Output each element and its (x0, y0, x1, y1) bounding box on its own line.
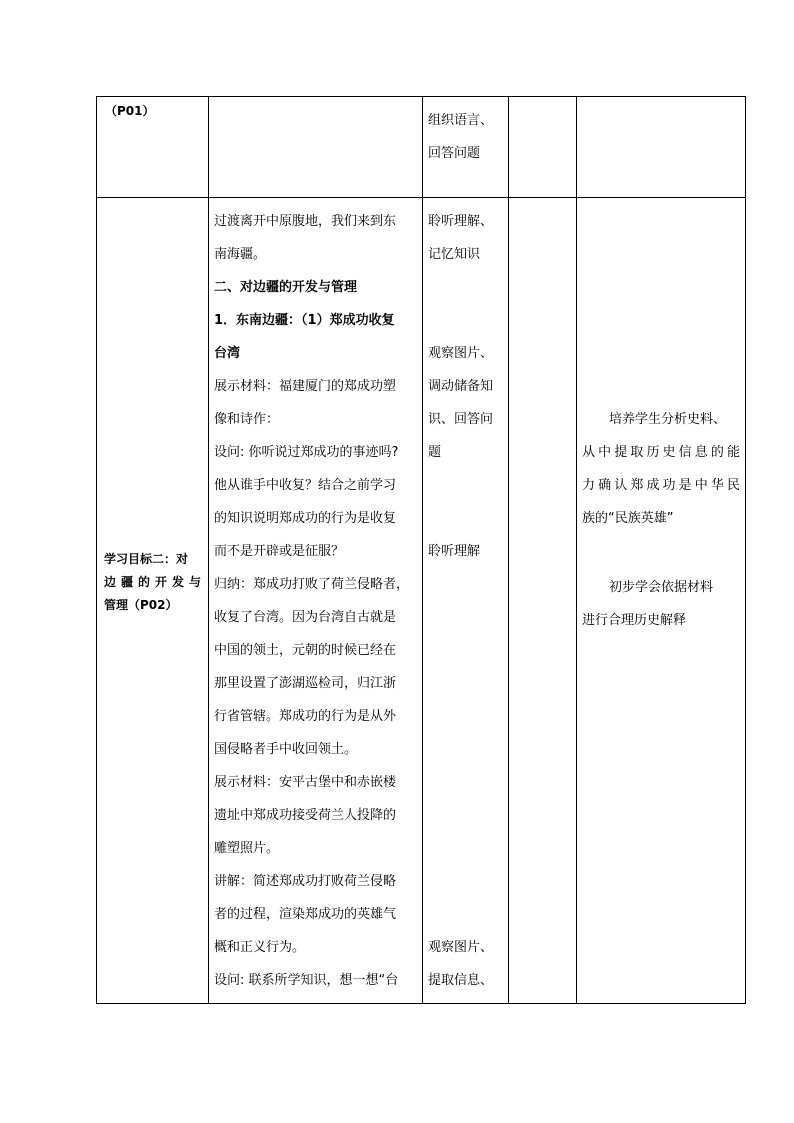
design-intent-cell (577, 97, 746, 198)
design-intent-line: 族的“民族英雄” (582, 511, 674, 526)
student-activity-cell (423, 97, 509, 198)
design-intent-line: 初步学会依据材料 (609, 580, 714, 595)
student-activity-line: 聆听理解、 (428, 214, 494, 229)
text-line: 他从谁手中收复？结合之前学习 (214, 478, 397, 493)
student-activity-line: 观察图片、 (428, 346, 494, 361)
student-activity-line: 调动储备知 (428, 379, 494, 394)
objective-label: （P01） (105, 104, 155, 118)
text-line: 者的过程，渲染郑成功的英雄气 (214, 907, 397, 922)
text-line: 中国的领土，元朝的时候已经在 (214, 643, 397, 658)
text-line: 收复了台湾。因为台湾自古就是 (214, 610, 397, 625)
objective-cell (97, 97, 209, 198)
text-line: 概和正义行为。 (214, 940, 306, 955)
objective-line: 学习目标二：对 (104, 552, 189, 566)
table-row (97, 198, 746, 1004)
text-line: 而不是开辟或是征服？ (214, 544, 345, 559)
design-intent-cell (577, 198, 746, 1004)
text-line: 讲解：简述郑成功打败荷兰侵略 (214, 874, 397, 889)
design-intent-line: 进行合理历史解释 (582, 613, 687, 628)
text-line: 归纳：郑成功打败了荷兰侵略者， (214, 577, 410, 592)
text-line: 展示材料：福建厦门的郑成功塑 (214, 379, 397, 394)
table-row (97, 97, 746, 198)
student-activity-line: 识、回答问 (428, 412, 494, 427)
text-line: 雕塑照片。 (214, 841, 280, 856)
objective-line: 管理（P02） (104, 598, 178, 612)
student-activity-line: 回答问题 (428, 146, 481, 161)
objective-cell (97, 198, 209, 1004)
student-activity-line: 聆听理解 (428, 544, 481, 559)
student-activity-line: 提取信息、 (428, 973, 494, 988)
text-line: 展示材料：安平古堡中和赤嵌楼 (214, 775, 397, 790)
text-line: 的知识说明郑成功的行为是收复 (214, 511, 397, 526)
student-activity-line: 记忆知识 (428, 247, 481, 262)
text-line: 那里设置了澎湖巡检司，归江浙 (214, 676, 397, 691)
text-line: 行省管辖。郑成功的行为是从外 (214, 709, 397, 724)
design-intent-line: 从中提取历史信息的能 (582, 445, 740, 460)
design-intent-line: 力确认郑成功是中华民 (582, 478, 740, 493)
student-activity-line: 题 (428, 445, 442, 460)
subsection-heading: 台湾 (214, 346, 241, 361)
subsection-heading: 1．东南边疆：（1）郑成功收复 (214, 313, 395, 328)
text-line: 南海疆。 (214, 247, 267, 262)
text-line: 设问: 联系所学知识，想一想“台 (214, 973, 399, 988)
text-line: 过渡离开中原腹地，我们来到东 (214, 214, 397, 229)
lesson-plan-table (96, 96, 746, 1004)
student-activity-line: 组织语言、 (428, 113, 494, 128)
text-line: 像和诗作： (214, 412, 280, 427)
text-line: 设问: 你听说过郑成功的事迹吗? (214, 445, 399, 460)
teacher-activity-cell (209, 198, 423, 1004)
student-activity-line: 观察图片、 (428, 940, 494, 955)
text-line: 国侵略者手中收回领土。 (214, 742, 358, 757)
teacher-activity-cell (209, 97, 423, 198)
objective-line: 边疆的开发与 (104, 575, 201, 589)
section-heading: 二、对边疆的开发与管理 (214, 280, 358, 295)
empty-cell (509, 97, 577, 198)
empty-cell (509, 198, 577, 1004)
text-line: 遗址中郑成功接受荷兰人投降的 (214, 808, 397, 823)
design-intent-line: 培养学生分析史料、 (609, 412, 727, 427)
student-activity-cell (423, 198, 509, 1004)
